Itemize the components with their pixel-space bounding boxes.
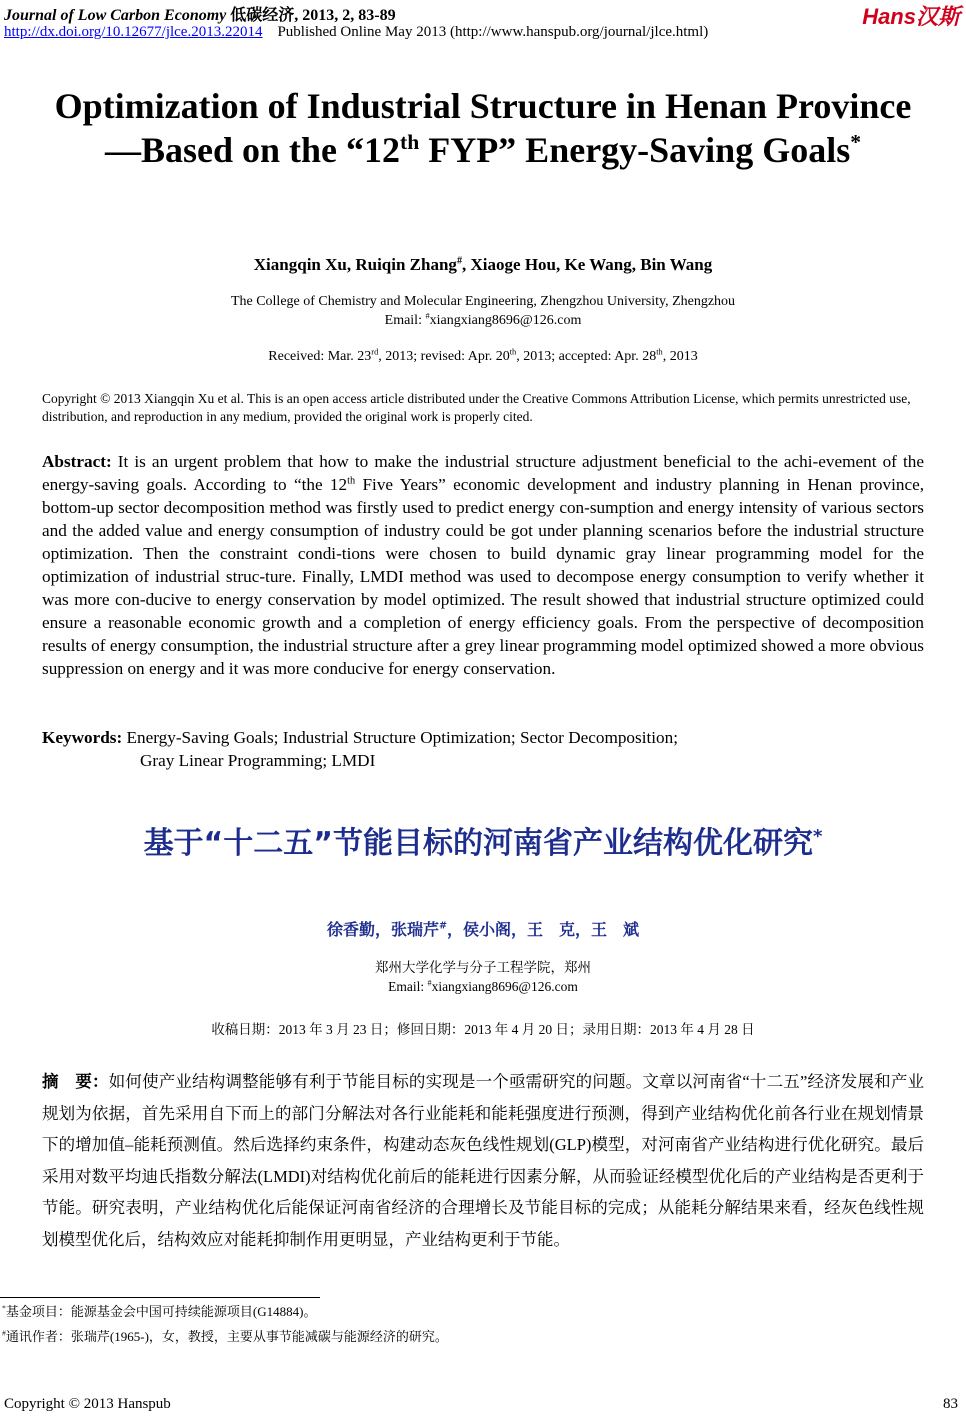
email-address: xiangxiang8696@126.com — [429, 313, 582, 328]
abstract — [42, 450, 924, 680]
journal-header — [4, 2, 396, 25]
email-label: Email: — [384, 313, 426, 328]
zh-abstract — [42, 1066, 924, 1255]
s3: th — [656, 347, 663, 357]
fn2-text: 通讯作者：张瑞芹(1965-)，女，教授，主要从事节能减碳与能源经济的研究。 — [5, 1329, 448, 1344]
footer-copyright: Copyright © 2013 Hanspub — [4, 1396, 171, 1412]
zh-email-label: Email: — [388, 979, 428, 994]
abstract-text-2: Five Years” economic development and industry planning in Henan province, bottom-up sector decomposition method was firstly used to predict energy con-sumption and energy intensity of various sectors and the added value and energy consumption of industry could be got under planning scenarios before the industrial structure optimization. Then the constraint condi-tions were chosen to build dynamic gray linear programming model for the optimization of industrial struc-ture. Finally, LMDI method was used to decompose energy consumption to verify whether it was more con-ducive to energy conservation by model optimized. The result showed that industrial structure optimized could ensure a reasonable economic growth and a completion of energy efficiency goals. From the perspective of decomposition results of energy consumption, the industrial structure after a grey linear programming model optimized showed a more obvious suppression on energy and it was more conducive for energy conservation. — [42, 475, 924, 678]
fn1-text: 基金项目：能源基金会中国可持续能源项目(G14884)。 — [5, 1304, 317, 1319]
authors-2: , Xiaoge Hou, Ke Wang, Bin Wang — [462, 255, 713, 274]
fn1-mark: * — [2, 1303, 6, 1313]
zh-authors-1: 徐香勤，张瑞芹 — [326, 920, 439, 939]
doi-line — [4, 24, 708, 41]
copyright-notice: Copyright © 2013 Xiangqin Xu et al. This is an open access article distributed under the Creative Commons Attribution License, which permits unrestricted use, distribution, and reproduction in any medium, provided the original work is properly cited. — [42, 391, 911, 424]
published-info: Published Online May 2013 (http://www.hanspub.org/journal/jlce.html) — [277, 24, 709, 40]
footnote-rule — [0, 1297, 320, 1298]
keywords-line2: Gray Linear Programming; LMDI — [140, 751, 376, 770]
zh-affiliation — [0, 958, 966, 996]
corr-mark: # — [456, 255, 463, 267]
s1: rd — [371, 347, 379, 357]
footnote-funding — [2, 1301, 316, 1320]
fn2-mark: # — [2, 1328, 6, 1338]
title-text: Optimization of Industrial Structure in Henan Province—Based on the “12 — [54, 86, 912, 170]
d2: , 2013; revised: Apr. 20 — [378, 349, 510, 364]
s2: th — [509, 347, 517, 357]
zh-dates: 收稿日期：2013 年 3 月 23 日；修回日期：2013 年 4 月 20 日；录用日期：2013 年 4 月 28 日 — [211, 1022, 755, 1037]
zh-email — [0, 977, 966, 996]
d3: , 2013; accepted: Apr. 28 — [516, 349, 657, 364]
abstract-sup: th — [347, 475, 356, 487]
affiliation-text: The College of Chemistry and Molecular Engineering, Zhengzhou University, Zhengzhou — [230, 294, 736, 309]
footnote-corresponding — [2, 1326, 448, 1345]
d4: , 2013 — [662, 349, 698, 364]
zh-authors — [0, 917, 966, 940]
abstract-label: Abstract: — [42, 452, 112, 471]
zh-title-star: * — [813, 826, 823, 847]
zh-affiliation-text: 郑州大学化学与分子工程学院，郑州 — [375, 960, 591, 975]
authors — [0, 255, 966, 275]
zh-abstract-label: 摘 要： — [42, 1072, 109, 1091]
affiliation — [0, 292, 966, 330]
d1: Received: Mar. 23 — [268, 349, 372, 364]
zh-email-mark: # — [427, 978, 432, 988]
keywords-label: Keywords: — [42, 728, 123, 747]
email — [0, 311, 966, 330]
hans-logo: Hans汉斯 — [862, 4, 960, 29]
title-star: * — [850, 130, 862, 154]
zh-authors-2: ，侯小阁，王 克，王 斌 — [447, 920, 640, 939]
keywords-line1: Energy-Saving Goals; Industrial Structure Optimization; Sector Decomposition; — [122, 728, 678, 747]
zh-abstract-text: 如何使产业结构调整能够有利于节能目标的实现是一个亟需研究的问题。文章以河南省“十二五”经济发展和产业规划为依据，首先采用自下而上的部门分解法对各行业能耗和能耗强度进行预测，得到产业结构优化前各行业在规划情景下的增加值–能耗预测值。然后选择约束条件，构建动态灰色线性规划(GLP)模型，对河南省产业结构进行优化研究。最后采用对数平均迪氏指数分解法(LMDI)对结构优化前后的能耗进行因素分解，从而验证经模型优化后的产业结构是否更利于节能。研究表明，产业结构优化后能保证河南省经济的合理增长及节能目标的完成；从能耗分解结果来看，经灰色线性规划模型优化后，结构效应对能耗抑制作用更明显，产业结构更利于节能。 — [42, 1072, 925, 1249]
abstract-text: It is an urgent problem that how to make the industrial structure adjustment beneficial to the achi-evement of the energy-saving goals. According to “the 12 — [42, 452, 924, 494]
zh-title — [0, 818, 966, 862]
zh-title-text: 基于“十二五”节能目标的河南省产业结构优化研究 — [143, 826, 813, 861]
page-number: 83 — [943, 1396, 958, 1412]
authors-1: Xiangqin Xu, Ruiqin Zhang — [253, 255, 457, 274]
zh-corr-mark: # — [438, 920, 448, 932]
received-dates — [0, 349, 966, 365]
paper-title — [40, 84, 926, 172]
title-text-2: FYP” Energy-Saving Goals — [419, 130, 851, 170]
title-sup: th — [400, 130, 420, 154]
journal-name: Journal of Low Carbon Economy — [4, 7, 227, 24]
zh-email-address: xiangxiang8696@126.com — [431, 979, 578, 994]
citation: , 2013, 2, 83-89 — [294, 7, 396, 24]
email-mark: # — [425, 311, 430, 321]
keywords — [42, 726, 678, 772]
journal-name-zh: 低碳经济 — [230, 7, 295, 24]
doi-link[interactable]: http://dx.doi.org/10.12677/jlce.2013.22014 — [4, 24, 263, 40]
